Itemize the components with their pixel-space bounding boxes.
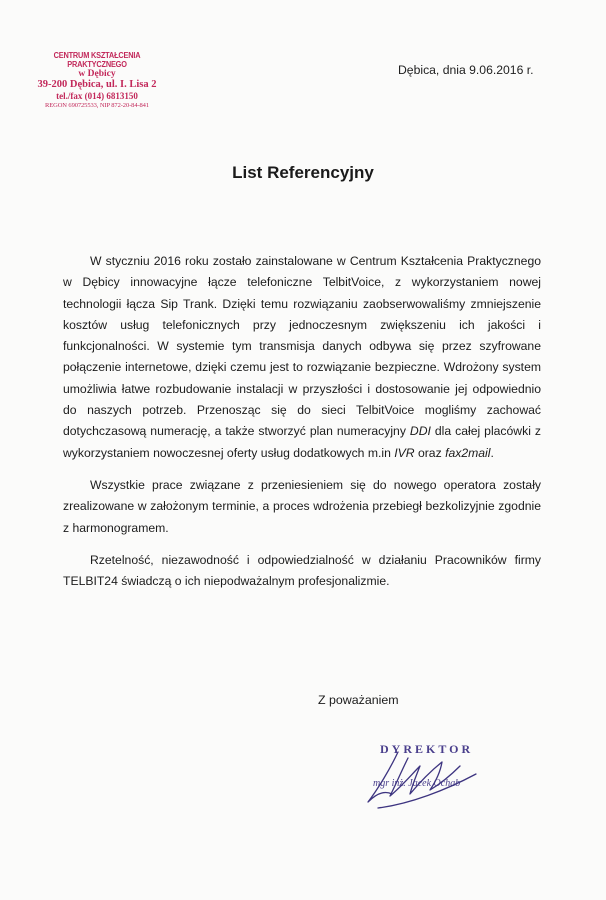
ddi-term: DDI: [409, 424, 431, 439]
handwritten-signature: [350, 744, 490, 814]
stamp-line-phone: tel./fax (014) 6813150: [56, 91, 138, 101]
stamp-line-city: w Dębicy: [78, 69, 116, 79]
institution-stamp: [22, 51, 172, 110]
paragraph-1-text-a: W styczniu 2016 roku zostało zainstalowane w Centrum Kształcenia Praktycznego w Dębicy innowacyjne łącze telefoniczne TelbitVoice, z wykorzystaniem nowej technologii łącza Sip Trank. Dzięki temu rozwiązaniu zaobserwowaliśmy zmniejszenie kosztów usług telefonicznych przy jednoczesnym zwiększeniu ich jakości i funkcjonalności. W systemie tym transmisja danych odbywa się przez szyfrowane połączenie internetowe, dzięki czemu jest to rozwiązanie bezpieczne. Wdrożony system umożliwia łatwe rozbudowanie instalacji w przyszłości i dostosowanie jej odpowiednio do naszych potrzeb. Przenosząc się do sieci TelbitVoice mogliśmy zachować dotychczasową numerację, a także stworzyć plan numeracyjny: [63, 254, 541, 439]
closing-regards: Z poważaniem: [318, 693, 399, 707]
paragraph-1: [63, 251, 541, 464]
paragraph-1-text-c: oraz: [414, 445, 446, 460]
paragraph-1-text-b: dla całej placówki z wykorzystaniem nowoczesnej oferty usług dodatkowych m.in: [63, 424, 541, 460]
letter-body: [63, 251, 541, 592]
paragraph-1-text-d: .: [490, 445, 494, 460]
paragraph-3: Rzetelność, niezawodność i odpowiedzialność w działaniu Pracowników firmy TELBIT24 świadczą o ich niepodważalnym profesjonalizmie.: [63, 552, 541, 589]
paragraph-2: Wszystkie prace związane z przeniesieniem się do nowego operatora zostały zrealizowane w założonym terminie, a proces wdrożenia przebiegł bezkolizyjnie zgodnie z harmonogramem.: [63, 477, 541, 535]
ivr-term: IVR: [394, 445, 415, 460]
letter-date: Dębica, dnia 9.06.2016 r.: [398, 63, 534, 77]
director-stamp-title: DYREKTOR: [380, 742, 474, 756]
fax2mail-term: fax2mail: [445, 445, 491, 460]
stamp-line-name: CENTRUM KSZTAŁCENIA PRAKTYCZNEGO: [53, 51, 141, 69]
stamp-line-regon: REGON 690725533, NIP 872-20-84-841: [45, 102, 149, 109]
stamp-line-address: 39-200 Dębica, ul. I. Lisa 2: [37, 79, 157, 90]
letter-title: List Referencyjny: [232, 163, 374, 182]
director-stamp-name: mgr inż. Jacek Ochab: [373, 778, 461, 789]
